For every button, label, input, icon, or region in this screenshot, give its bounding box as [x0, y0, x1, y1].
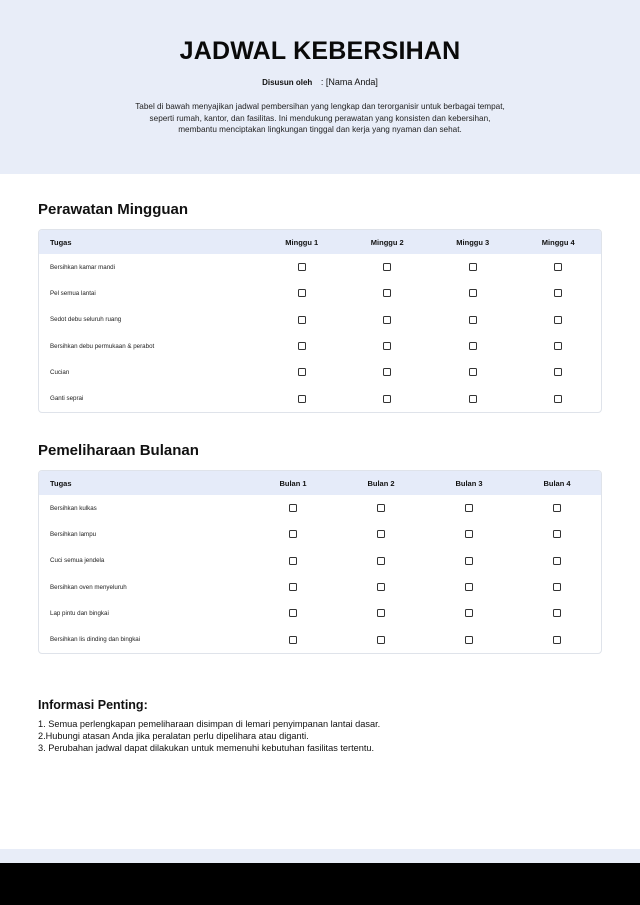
- task-label: Bersihkan kulkas: [50, 504, 97, 512]
- checkbox-cell: [259, 395, 345, 403]
- checkbox-cell: [337, 583, 425, 591]
- checkbox[interactable]: [553, 530, 561, 538]
- checkbox-cell: [259, 342, 345, 350]
- author-label: Disusun oleh: [262, 78, 313, 87]
- checkbox-cell: [425, 583, 513, 591]
- checkbox[interactable]: [289, 504, 297, 512]
- checkbox-cell: [345, 395, 431, 403]
- checkbox[interactable]: [377, 530, 385, 538]
- checkbox-cell: [513, 636, 601, 644]
- checkbox[interactable]: [469, 342, 477, 350]
- info-list: [38, 718, 380, 754]
- checkbox-cell: [425, 530, 513, 538]
- checkbox-cell: [430, 395, 516, 403]
- monthly-table-header: [39, 471, 601, 495]
- column-header: Minggu 4: [541, 237, 575, 247]
- checkbox[interactable]: [383, 316, 391, 324]
- checkbox[interactable]: [553, 583, 561, 591]
- column-header: Tugas: [50, 237, 72, 247]
- checkbox[interactable]: [554, 395, 562, 403]
- checkbox[interactable]: [553, 504, 561, 512]
- checkbox[interactable]: [465, 504, 473, 512]
- checkbox-cell: [516, 395, 602, 403]
- checkbox[interactable]: [553, 557, 561, 565]
- task-label: Lap pintu dan bingkai: [50, 609, 109, 617]
- checkbox-cell: [513, 583, 601, 591]
- checkbox-cell: [345, 342, 431, 350]
- checkbox[interactable]: [554, 289, 562, 297]
- checkbox[interactable]: [383, 368, 391, 376]
- checkbox[interactable]: [383, 342, 391, 350]
- checkbox[interactable]: [383, 289, 391, 297]
- weekly-table-header: [39, 230, 601, 254]
- task-label: Bersihkan debu permukaan & perabot: [50, 342, 155, 350]
- task-label: Bersihkan lis dinding dan bingkai: [50, 636, 141, 644]
- checkbox-cell: [249, 530, 337, 538]
- table-row: [39, 359, 601, 385]
- task-label: Pel semua lantai: [50, 289, 96, 297]
- table-row: [39, 307, 601, 333]
- author-line: [0, 77, 640, 87]
- info-item: 1. Semua perlengkapan pemeliharaan disimpan di lemari penyimpanan lantai dasar.: [38, 719, 381, 729]
- checkbox[interactable]: [465, 583, 473, 591]
- task-label: Bersihkan kamar mandi: [50, 263, 115, 271]
- checkbox[interactable]: [554, 263, 562, 271]
- table-row: [39, 495, 601, 521]
- checkbox[interactable]: [469, 289, 477, 297]
- weekly-table-body: [39, 254, 601, 412]
- checkbox-cell: [516, 316, 602, 324]
- checkbox[interactable]: [465, 609, 473, 617]
- checkbox-cell: [337, 530, 425, 538]
- checkbox-cell: [337, 636, 425, 644]
- checkbox-cell: [259, 316, 345, 324]
- table-row: [39, 385, 601, 411]
- checkbox-cell: [425, 557, 513, 565]
- weekly-table: [38, 229, 602, 413]
- intro-text: Tabel di bawah menyajikan jadwal pembersihan yang lengkap dan terorganisir untuk berbagai tempat, seperti rumah, kantor, dan fasilitas. Ini mendukung perawatan yang konsisten dan kebersihan, membantu menciptakan lingkungan tinggal dan kerja yang nyaman dan sehat.: [135, 102, 505, 134]
- checkbox-cell: [513, 609, 601, 617]
- task-label: Cuci semua jendela: [50, 557, 105, 565]
- checkbox[interactable]: [465, 557, 473, 565]
- checkbox[interactable]: [289, 557, 297, 565]
- task-label: Sedot debu seluruh ruang: [50, 316, 122, 324]
- checkbox[interactable]: [383, 263, 391, 271]
- table-row: [39, 521, 601, 547]
- task-label: Cucian: [50, 368, 70, 376]
- checkbox[interactable]: [377, 636, 385, 644]
- info-title: Informasi Penting:: [38, 698, 148, 712]
- column-header: Bulan 3: [455, 478, 483, 488]
- checkbox-cell: [345, 316, 431, 324]
- footer-bar: [0, 863, 640, 905]
- checkbox[interactable]: [298, 263, 306, 271]
- column-header: Minggu 2: [370, 237, 404, 247]
- checkbox-cell: [425, 609, 513, 617]
- table-row: [39, 333, 601, 359]
- checkbox-cell: [337, 504, 425, 512]
- checkbox[interactable]: [469, 263, 477, 271]
- checkbox-cell: [337, 609, 425, 617]
- checkbox[interactable]: [469, 368, 477, 376]
- table-row: [39, 254, 601, 280]
- checkbox[interactable]: [298, 316, 306, 324]
- checkbox[interactable]: [377, 609, 385, 617]
- checkbox[interactable]: [377, 583, 385, 591]
- table-row: [39, 600, 601, 626]
- checkbox-cell: [430, 263, 516, 271]
- checkbox[interactable]: [298, 342, 306, 350]
- table-row: [39, 626, 601, 652]
- checkbox-cell: [249, 583, 337, 591]
- checkbox-cell: [259, 289, 345, 297]
- checkbox-cell: [259, 263, 345, 271]
- column-header: Bulan 2: [367, 478, 395, 488]
- task-label: Ganti seprai: [50, 395, 84, 403]
- info-item: 3. Perubahan jadwal dapat dilakukan untuk memenuhi kebutuhan fasilitas tertentu.: [38, 743, 375, 753]
- column-header: Minggu 3: [456, 237, 490, 247]
- checkbox-cell: [516, 263, 602, 271]
- footer-band: [0, 849, 640, 863]
- author-value[interactable]: : [Nama Anda]: [320, 77, 378, 87]
- checkbox-cell: [249, 557, 337, 565]
- table-row: [39, 280, 601, 306]
- checkbox-cell: [345, 289, 431, 297]
- checkbox[interactable]: [298, 368, 306, 376]
- column-header: Bulan 4: [543, 478, 571, 488]
- checkbox[interactable]: [554, 316, 562, 324]
- checkbox-cell: [513, 530, 601, 538]
- checkbox[interactable]: [377, 504, 385, 512]
- checkbox-cell: [337, 557, 425, 565]
- column-header: Tugas: [50, 478, 72, 488]
- checkbox-cell: [345, 263, 431, 271]
- checkbox[interactable]: [298, 289, 306, 297]
- checkbox-cell: [249, 636, 337, 644]
- checkbox[interactable]: [289, 583, 297, 591]
- table-row: [39, 574, 601, 600]
- page-title: JADWAL KEBERSIHAN: [179, 37, 461, 65]
- task-label: Bersihkan lampu: [50, 530, 97, 538]
- checkbox-cell: [516, 342, 602, 350]
- checkbox-cell: [425, 504, 513, 512]
- task-label: Bersihkan oven menyeluruh: [50, 583, 127, 591]
- checkbox[interactable]: [465, 530, 473, 538]
- monthly-table-body: [39, 495, 601, 653]
- checkbox[interactable]: [469, 316, 477, 324]
- checkbox-cell: [516, 368, 602, 376]
- weekly-section-title: Perawatan Mingguan: [38, 201, 189, 218]
- checkbox[interactable]: [377, 557, 385, 565]
- checkbox-cell: [259, 368, 345, 376]
- checkbox[interactable]: [298, 395, 306, 403]
- checkbox-cell: [430, 368, 516, 376]
- checkbox-cell: [425, 636, 513, 644]
- checkbox[interactable]: [383, 395, 391, 403]
- checkbox-cell: [249, 609, 337, 617]
- checkbox-cell: [430, 289, 516, 297]
- info-item: 2.Hubungi atasan Anda jika peralatan perlu dipelihara atau diganti.: [38, 731, 309, 741]
- checkbox-cell: [430, 342, 516, 350]
- checkbox[interactable]: [469, 395, 477, 403]
- checkbox[interactable]: [465, 636, 473, 644]
- checkbox-cell: [249, 504, 337, 512]
- column-header: Bulan 1: [279, 478, 307, 488]
- checkbox[interactable]: [553, 636, 561, 644]
- table-row: [39, 548, 601, 574]
- checkbox[interactable]: [289, 636, 297, 644]
- checkbox[interactable]: [554, 368, 562, 376]
- monthly-section-title: Pemeliharaan Bulanan: [38, 442, 199, 459]
- checkbox-cell: [430, 316, 516, 324]
- checkbox-cell: [513, 557, 601, 565]
- checkbox-cell: [345, 368, 431, 376]
- checkbox[interactable]: [553, 609, 561, 617]
- monthly-table: [38, 470, 602, 654]
- column-header: Minggu 1: [285, 237, 319, 247]
- checkbox-cell: [513, 504, 601, 512]
- checkbox[interactable]: [554, 342, 562, 350]
- checkbox[interactable]: [289, 530, 297, 538]
- checkbox[interactable]: [289, 609, 297, 617]
- checkbox-cell: [516, 289, 602, 297]
- header-banner: [0, 0, 640, 174]
